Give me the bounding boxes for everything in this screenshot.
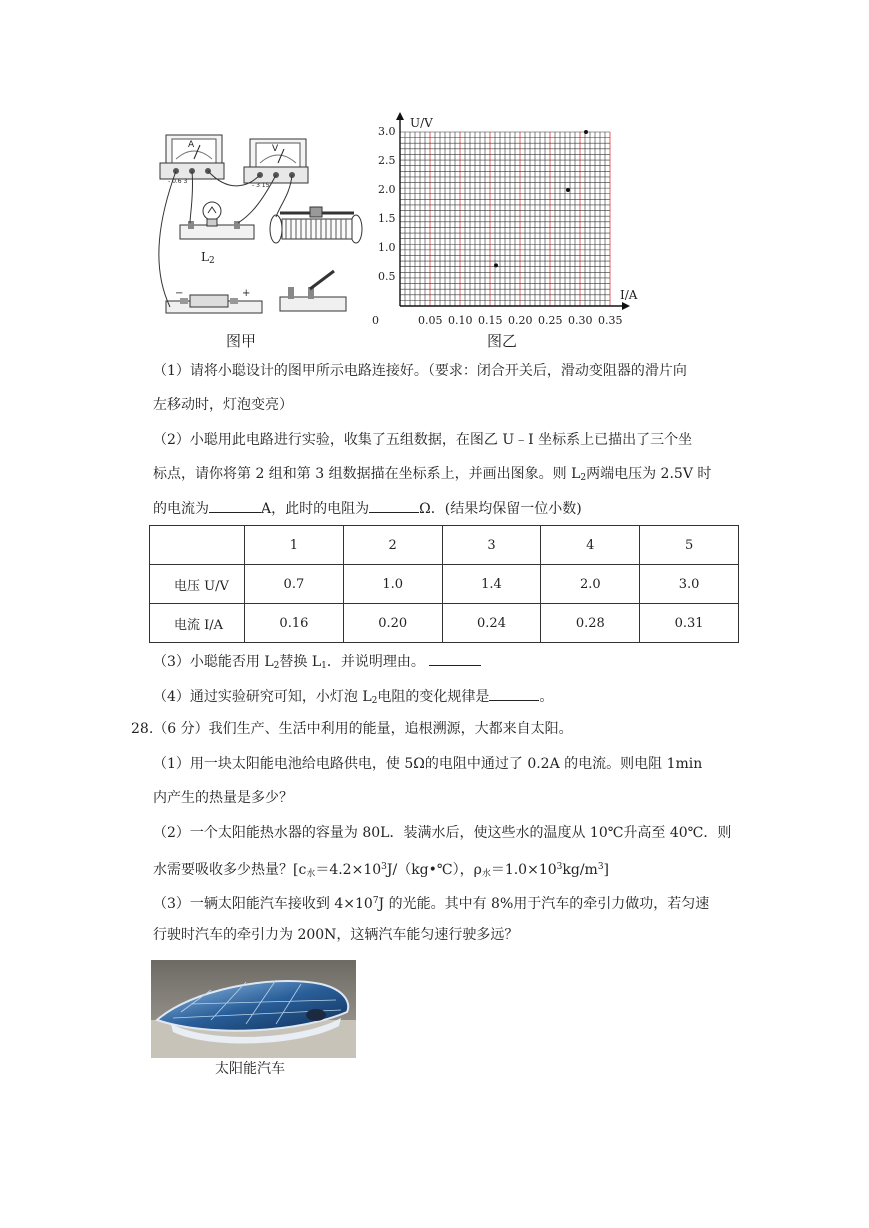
q28-p2-sub-c: 水 [306,869,316,879]
table-cell: 2.0 [541,565,640,604]
y-tick-label: 2.5 [378,154,396,167]
circuit-diagram [150,125,385,325]
q28-p2-sub-rho: 水 [481,869,491,879]
table-row-voltage [150,565,739,604]
x-tick-label: 0 [372,314,379,327]
q28-p3-line1 [153,891,709,914]
y-tick-label: 3.0 [378,125,396,138]
x-tick-label: 0.20 [508,314,533,327]
battery-minus-label: − [175,288,184,299]
table-cell: 2 [343,526,442,565]
q4-sub: 2 [371,696,378,706]
q2-line3a: 的电流为 [153,501,209,517]
chart-points [494,130,588,267]
q3-answer-blank[interactable] [429,651,481,666]
q4-b: 电阻的变化规律是 [377,689,490,705]
q28-p2-c: J/（kg•℃），ρ [386,862,482,878]
q1-line1: （1）请将小聪设计的图甲所示电路连接好。（要求：闭合开关后，滑动变阻器的滑片向 [153,363,687,379]
q2-line2a: 标点，请你将第 2 组和第 3 组数据描在坐标系上，并画出图象。则 L [153,466,581,482]
q2-line2b: 两端电压为 2.5V 时 [586,466,712,482]
table-cell: 0.7 [245,565,344,604]
x-axis-label: I/A [620,288,638,302]
table-row-current [150,604,739,643]
q2-line2-sub: 2 [580,473,587,483]
resistance-answer-blank[interactable] [369,498,419,513]
q2-line3b: A，此时的电阻为 [261,501,370,517]
q28-p1-line1: （1）用一块太阳能电池给电路供电，使 5Ω的电阻中通过了 0.2A 的电流。则电阻 1min [153,756,703,772]
q28-p2-sup3: 3 [597,862,604,872]
q3-a: （3）小聪能否用 L [153,654,274,670]
table-cell: 1 [245,526,344,565]
ui-chart [370,110,650,325]
q2-line2 [153,464,711,488]
data-table [149,525,739,643]
switch [280,271,346,311]
q2-line3 [153,498,582,519]
table-cell: 0.28 [541,604,640,643]
table-cell: 1.4 [442,565,541,604]
q3-line [153,651,481,676]
q3-b: 替换 L [279,654,322,670]
q28-p2-line1: （2）一个太阳能热水器的容量为 80L．装满水后，使这些水的温度从 10℃升高至 40℃．则 [153,825,732,841]
q1-line2: 左移动时，灯泡变亮） [153,397,293,413]
table-cell [150,526,245,565]
data-point [566,188,570,192]
x-tick-label: 0.30 [568,314,593,327]
q28-p2-f: ] [603,862,610,878]
table-cell: 3.0 [640,565,739,604]
x-tick-label: 0.10 [448,314,473,327]
x-tick-label: 0.35 [598,314,623,327]
lamp-label-sub: 2 [208,256,215,266]
q3-c: ．并说明理由。 [326,654,425,670]
table-cell: 电流 I/A [150,604,245,643]
figure-b-caption: 图乙 [487,332,518,350]
chart-grid [400,132,610,306]
y-tick-label: 1.5 [378,212,396,225]
y-axis-arrow [396,112,404,120]
table-cell: 4 [541,526,640,565]
q28-p2-e: kg/m [562,862,598,878]
q28-p2-d: ＝1.0×10 [490,862,557,878]
q4-a: （4）通过实验研究可知，小灯泡 L [153,689,372,705]
data-point [584,130,588,134]
q28-title: 28.（6 分）我们生产、生活中利用的能量，追根溯源，大都来自太阳。 [131,721,573,737]
voltmeter-terminal-labels: - 3 15 [252,182,270,189]
table-cell: 1.0 [343,565,442,604]
q2-line1: （2）小聪用此电路进行实验，收集了五组数据，在图乙 U﹣I 坐标系上已描出了三个坐 [153,432,693,448]
q28-p3-b: J 的光能。其中有 8%用于汽车的牵引力做功，若匀速 [378,896,710,912]
table-cell: 5 [640,526,739,565]
ammeter-terminal-labels: - 0.6 3 [168,178,188,185]
table-cell: 电压 U/V [150,565,245,604]
q4-c: 。 [539,689,554,705]
q4-answer-blank[interactable] [489,686,539,701]
x-axis-arrow [622,302,630,310]
q28-p3-sup: 7 [372,896,379,906]
q3-sub1: 2 [273,661,280,671]
figure-a-caption: 图甲 [226,332,257,350]
y-tick-label: 2.0 [378,183,396,196]
q28-p3-a: （3）一辆太阳能汽车接收到 4×10 [153,896,373,912]
y-axis-label: U/V [410,116,433,130]
y-tick-label: 1.0 [378,241,396,254]
y-tick-label: 0.5 [378,270,396,283]
q28-p3-line2: 行驶时汽车的牵引力为 200N，这辆汽车能匀速行驶多远？ [153,927,519,943]
current-answer-blank[interactable] [209,498,261,513]
x-tick-label: 0.25 [538,314,563,327]
q3-sub2: 1 [321,661,327,671]
table-cell: 0.24 [442,604,541,643]
table-cell: 0.31 [640,604,739,643]
x-tick-label: 0.15 [478,314,503,327]
q28-p2-a: 水需要吸收多少热量？[c [153,862,307,878]
solar-car-photo [151,960,356,1058]
voltmeter-face-label: V [272,144,279,154]
q28-p1-line2: 内产生的热量是多少？ [153,790,293,806]
battery-plus-label: + [242,288,251,299]
q28-p2-b: ＝4.2×10 [315,862,382,878]
q28-p2-line2 [153,857,609,884]
ammeter-face-label: A [188,140,195,150]
rheostat [270,207,362,243]
table-cell: 3 [442,526,541,565]
table-header-row [150,526,739,565]
x-tick-label: 0.05 [418,314,443,327]
q28-p2-sup2: 3 [556,862,563,872]
data-point [494,263,498,267]
table-cell: 0.16 [245,604,344,643]
lamp-label [201,250,215,266]
lamp-label-text: L [201,250,209,264]
q4-line [153,686,553,711]
q2-line3c: Ω．(结果均保留一位小数) [419,501,582,517]
q28-p2-sup1: 3 [381,862,387,872]
table-cell: 0.20 [343,604,442,643]
solar-car-caption: 太阳能汽车 [215,1061,285,1077]
